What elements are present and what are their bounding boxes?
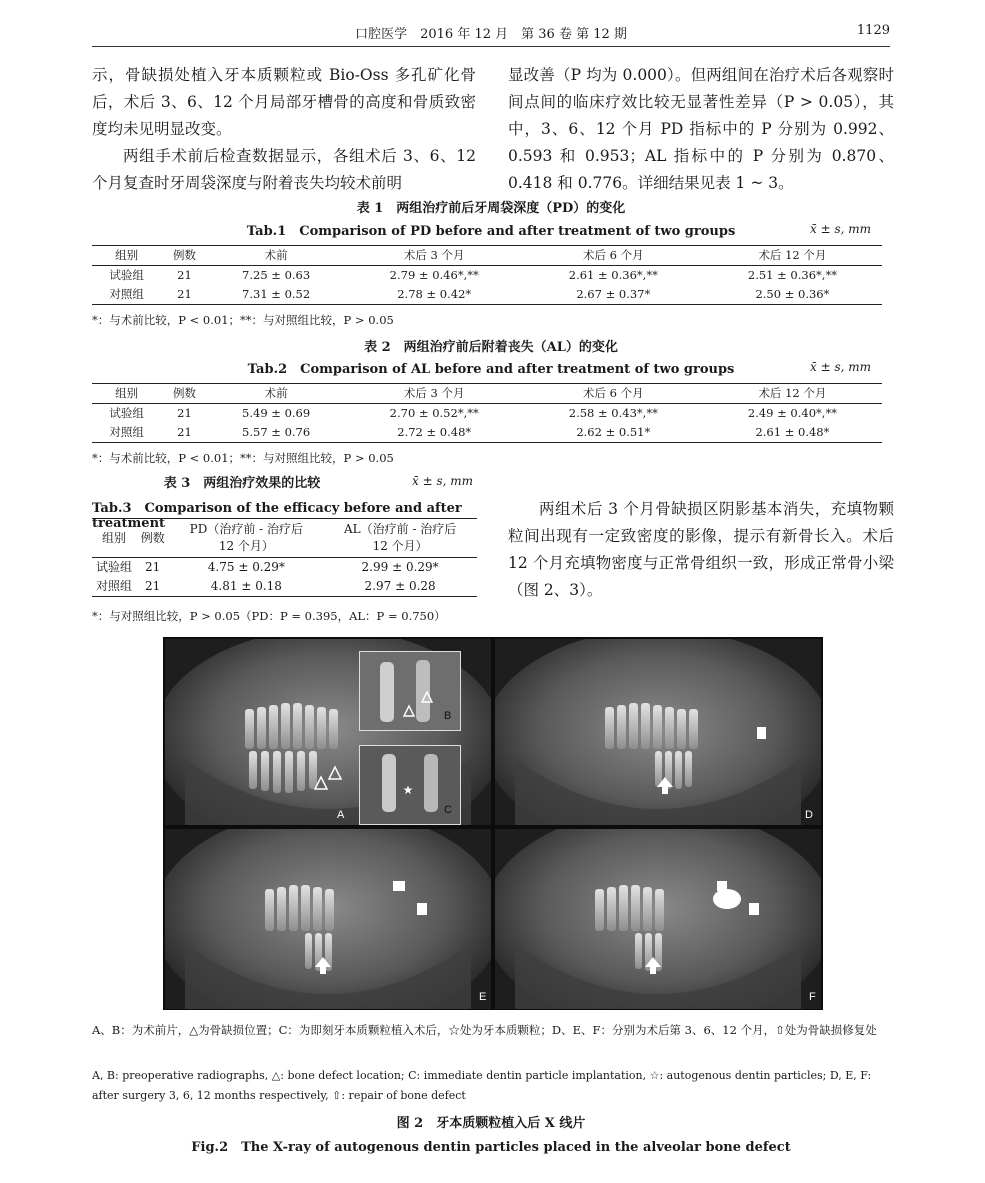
table1-unit: x̄ ± s, mm — [810, 222, 871, 236]
table-row — [92, 577, 477, 597]
table-cell: 2.72 ± 0.48* — [397, 425, 472, 439]
table-row — [92, 558, 477, 578]
table1 — [92, 245, 882, 305]
right-paragraph-1: 显改善（P 均为 0.000）。但两组间在治疗术后各观察时间点间的临床疗效比较无显著性差异（P > 0.05），其中，3、6、12 个月 PD 指标中的 P 分别为 0.992、0.593 和 0.953；AL 指标中的 P 分别为 0.870、0.418 和 0.776。详细结果见表 1 ~ 3。 — [508, 66, 894, 192]
table-cell: 2.79 ± 0.46*,** — [389, 268, 479, 282]
right-paragraph-2: 两组术后 3 个月骨缺损区阴影基本消失，充填物颗粒间出现有一定致密度的影像，提示有新骨长入。术后 12 个月充填物密度与正常骨组织一致，形成正常骨小梁（图 2、3）。 — [508, 500, 894, 599]
table-cell: 21 — [177, 406, 192, 420]
running-title: 口腔医学 2016 年 12 月 第 36 卷 第 12 期 — [355, 27, 627, 42]
left-paragraph-1: 示，骨缺损处植入牙本质颗粒或 Bio-Oss 多孔矿化骨后，术后 3、6、12 个月局部牙槽骨的高度和骨质致密度均未见明显改变。 — [92, 66, 476, 138]
table-row — [92, 404, 882, 424]
table-cell: 2.97 ± 0.28 — [364, 579, 436, 593]
table3-header: PD（治疗前 - 治疗后 12 个月） — [170, 519, 324, 558]
panel-label-d: D — [805, 809, 813, 821]
table3-header: 组别 — [92, 519, 136, 558]
table-row — [92, 285, 882, 305]
left-paragraph-2: 两组手术前后检查数据显示，各组术后 3、6、12 个月复查时牙周袋深度与附着丧失均较术前明 — [92, 147, 476, 192]
table-row — [92, 423, 882, 443]
table-cell: 4.75 ± 0.29* — [207, 560, 285, 574]
table-cell: 对照组 — [109, 287, 144, 301]
table-cell: 2.62 ± 0.51* — [576, 425, 651, 439]
table-cell: 试验组 — [109, 268, 144, 282]
table2-header: 术后 3 个月 — [345, 384, 524, 404]
panel-b-periapical-xray — [359, 651, 461, 731]
table-cell: 21 — [145, 560, 161, 574]
table3-caption-en: Tab.3 Comparison of the efficacy before and after treatment — [92, 501, 462, 531]
table-cell: 2.70 ± 0.52*,** — [389, 406, 479, 420]
table-cell: 2.58 ± 0.43*,** — [568, 406, 658, 420]
table-cell: 7.25 ± 0.63 — [242, 268, 311, 282]
table-cell: 21 — [145, 579, 161, 593]
table1-header: 例数 — [161, 246, 207, 266]
table1-note: *：与术前比较，P < 0.01；**：与对照组比较，P > 0.05 — [92, 313, 394, 327]
left-column-text — [92, 62, 476, 197]
table-cell: 2.49 ± 0.40*,** — [747, 406, 837, 420]
table2-header: 术后 12 个月 — [703, 384, 882, 404]
table2-header: 例数 — [161, 384, 207, 404]
table2-header: 术前 — [208, 384, 345, 404]
table-cell: 5.57 ± 0.76 — [242, 425, 311, 439]
figure-title-en: Fig.2 The X-ray of autogenous dentin particles placed in the alveolar bone defect — [191, 1140, 791, 1155]
table3-caption-cn: 表 3 两组治疗效果的比较 — [163, 476, 321, 491]
table1-header: 组别 — [92, 246, 161, 266]
table-cell: 4.81 ± 0.18 — [210, 579, 282, 593]
table2-header: 术后 6 个月 — [524, 384, 703, 404]
panel-label-b: B — [444, 710, 452, 722]
table-cell: 对照组 — [95, 579, 132, 593]
table-cell: 21 — [177, 425, 192, 439]
panel-label-e: E — [479, 991, 487, 1003]
table-cell: 2.99 ± 0.29* — [361, 560, 439, 574]
table1-header: 术后 12 个月 — [703, 246, 882, 266]
running-header — [92, 20, 890, 47]
table-cell: 21 — [177, 287, 192, 301]
right-column-text-2 — [508, 496, 894, 604]
figure-title-cn: 图 2 牙本质颗粒植入后 X 线片 — [396, 1116, 586, 1131]
table-cell: 2.67 ± 0.37* — [576, 287, 651, 301]
table1-header: 术后 3 个月 — [345, 246, 524, 266]
panel-label-a: A — [337, 809, 345, 821]
table-cell: 对照组 — [109, 425, 144, 439]
panel-label-c: C — [444, 804, 452, 816]
panel-c-periapical-xray — [359, 745, 461, 825]
table-row — [92, 266, 882, 286]
panel-f-panoramic-xray — [495, 829, 821, 1009]
panel-d-panoramic-xray — [495, 639, 821, 825]
table-cell: 2.61 ± 0.36*,** — [568, 268, 658, 282]
table1-caption-en: Tab.1 Comparison of PD before and after treatment of two groups — [246, 224, 736, 239]
figure-caption-en-legend: A, B: preoperative radiographs, △: bone defect location; C: immediate dentin particle implantation, ☆: autogenous dentin particles; D, E, F: after surgery 3, 6, 12 months respectively, ⇧: repair of bone defect — [92, 1069, 872, 1102]
table1-header: 术后 6 个月 — [524, 246, 703, 266]
table3-header: AL（治疗前 - 治疗后 12 个月） — [323, 519, 477, 558]
right-column-text — [508, 62, 894, 197]
table2-note: *：与术前比较，P < 0.01；**：与对照组比较，P > 0.05 — [92, 451, 394, 465]
table2-caption-en: Tab.2 Comparison of AL before and after treatment of two groups — [247, 362, 735, 377]
figure-2-radiographs — [163, 637, 823, 1010]
table-cell: 2.50 ± 0.36* — [755, 287, 830, 301]
table-cell: 2.61 ± 0.48* — [755, 425, 830, 439]
table2-caption-cn: 表 2 两组治疗前后附着丧失（AL）的变化 — [364, 340, 618, 355]
table2-header: 组别 — [92, 384, 161, 404]
table3-note: *：与对照组比较，P > 0.05（PD：P = 0.395，AL：P = 0.750） — [92, 609, 446, 623]
table2 — [92, 383, 882, 443]
table-cell: 7.31 ± 0.52 — [242, 287, 311, 301]
table2-unit: x̄ ± s, mm — [810, 360, 871, 374]
panel-e-panoramic-xray — [165, 829, 491, 1009]
star-marker-icon: ★ — [402, 783, 414, 797]
table-cell: 2.51 ± 0.36*,** — [747, 268, 837, 282]
table-cell: 试验组 — [109, 406, 144, 420]
table1-header: 术前 — [208, 246, 345, 266]
table-cell: 21 — [177, 268, 192, 282]
table-cell: 2.78 ± 0.42* — [397, 287, 472, 301]
panel-label-f: F — [809, 991, 816, 1003]
table1-caption-cn: 表 1 两组治疗前后牙周袋深度（PD）的变化 — [356, 201, 626, 216]
table-cell: 试验组 — [95, 560, 132, 574]
figure-caption-cn-legend: A、B：为术前片，△为骨缺损位置；C：为即刻牙本质颗粒植入术后，☆处为牙本质颗粒；D、E、F：分别为术后第 3、6、12 个月，⇧处为骨缺损修复处 — [92, 1023, 877, 1037]
page-number: 1129 — [856, 23, 890, 38]
table3-unit: x̄ ± s, mm — [412, 474, 473, 488]
table3 — [92, 518, 477, 597]
table3-header: 例数 — [136, 519, 170, 558]
table-cell: 5.49 ± 0.69 — [242, 406, 311, 420]
